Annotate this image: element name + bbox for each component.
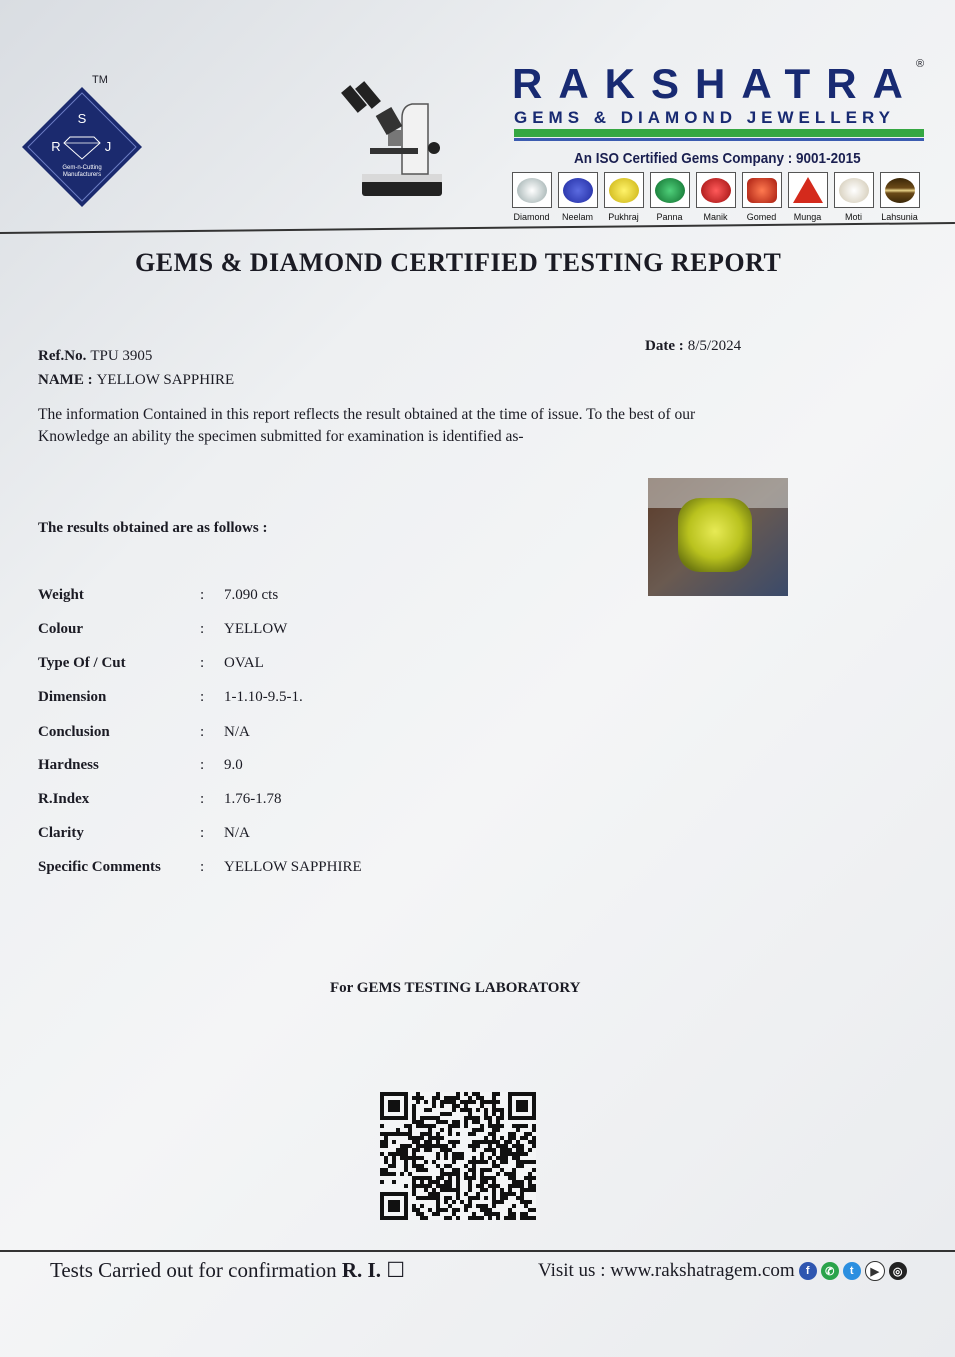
qr-code[interactable] bbox=[380, 1092, 536, 1220]
gem-moti bbox=[833, 172, 874, 222]
intro-paragraph bbox=[38, 404, 838, 448]
field-value: 1-1.10-9.5-1. bbox=[224, 689, 303, 705]
twitter-icon[interactable]: t bbox=[843, 1262, 861, 1280]
field-label: Dimension bbox=[38, 689, 107, 705]
munga-icon bbox=[793, 177, 823, 203]
field-value: 1.76-1.78 bbox=[224, 791, 282, 807]
srj-logo bbox=[20, 85, 145, 210]
ref-label: Ref.No. bbox=[38, 348, 87, 364]
gem-gomed bbox=[741, 172, 782, 222]
pukhraj-icon bbox=[609, 178, 639, 203]
field-colon: : bbox=[200, 825, 205, 841]
field-label: Type Of / Cut bbox=[38, 655, 126, 671]
microscope-icon bbox=[340, 78, 450, 208]
report-title: GEMS & DIAMOND CERTIFIED TESTING REPORT bbox=[135, 248, 782, 277]
gem-munga bbox=[787, 172, 828, 222]
results-heading: The results obtained are as follows : bbox=[38, 520, 268, 536]
field-conclusion bbox=[38, 724, 250, 741]
footer-divider bbox=[0, 1250, 955, 1252]
header-divider bbox=[0, 222, 955, 234]
logo-letter-j: J bbox=[104, 139, 112, 154]
footer-website bbox=[538, 1260, 907, 1282]
field-label: Conclusion bbox=[38, 724, 110, 740]
gem-manik bbox=[695, 172, 736, 222]
field-type-cut bbox=[38, 655, 264, 672]
field-colon: : bbox=[200, 655, 205, 671]
intro-line-1: The information Contained in this report reflects the result obtained at the time of issue. To the best of our bbox=[38, 406, 696, 423]
field-colour bbox=[38, 621, 287, 638]
green-divider bbox=[514, 129, 924, 137]
logo-letter-s: S bbox=[77, 111, 87, 126]
website-text[interactable]: Visit us : www.rakshatragem.com bbox=[538, 1260, 795, 1281]
field-colon: : bbox=[200, 859, 205, 875]
gem-label: Moti bbox=[844, 212, 862, 222]
date-label: Date : bbox=[645, 338, 684, 354]
field-colon: : bbox=[200, 587, 205, 603]
field-colon: : bbox=[200, 621, 205, 637]
field-colon: : bbox=[200, 724, 205, 740]
field-label: Specific Comments bbox=[38, 859, 161, 875]
gem-label: Neelam bbox=[561, 212, 593, 222]
trademark-mark: TM bbox=[92, 74, 108, 86]
field-dimension bbox=[38, 689, 303, 706]
field-label: Clarity bbox=[38, 825, 84, 841]
manik-icon bbox=[701, 178, 731, 203]
confirmation-text: Tests Carried out for confirmation bbox=[50, 1258, 337, 1282]
field-colon: : bbox=[200, 791, 205, 807]
report-date bbox=[645, 337, 741, 355]
logo-caption-2: Manufacturers bbox=[62, 172, 102, 178]
facebook-icon[interactable]: f bbox=[799, 1262, 817, 1280]
field-weight bbox=[38, 587, 278, 604]
gem-label: Lahsunia bbox=[881, 212, 918, 222]
field-value: N/A bbox=[224, 825, 250, 841]
ref-number bbox=[38, 347, 152, 365]
field-value: 7.090 cts bbox=[224, 587, 279, 603]
moti-icon bbox=[839, 178, 869, 203]
field-r-index bbox=[38, 791, 282, 808]
gem-neelam bbox=[557, 172, 598, 222]
field-hardness bbox=[38, 757, 243, 774]
field-label: Weight bbox=[38, 587, 84, 603]
ref-value: TPU 3905 bbox=[90, 348, 153, 364]
gem-lahsunia bbox=[879, 172, 920, 222]
checkbox-icon: ☐ bbox=[386, 1258, 406, 1282]
youtube-icon[interactable]: ▶ bbox=[865, 1261, 885, 1281]
panna-icon bbox=[655, 178, 685, 203]
field-value: 9.0 bbox=[224, 757, 243, 773]
gem-label: Panna bbox=[656, 212, 683, 222]
name-label: NAME : bbox=[38, 372, 93, 388]
footer-confirmation bbox=[50, 1258, 405, 1283]
gem-label: Manik bbox=[703, 212, 728, 222]
ri-label: R. I. bbox=[341, 1258, 381, 1282]
specimen-name bbox=[38, 371, 234, 389]
field-colon: : bbox=[200, 757, 205, 773]
name-value: YELLOW SAPPHIRE bbox=[96, 372, 235, 388]
brand-tagline: GEMS & DIAMOND JEWELLERY bbox=[514, 108, 895, 127]
registered-mark: ® bbox=[916, 58, 925, 70]
gem-panna bbox=[649, 172, 690, 222]
date-value: 8/5/2024 bbox=[687, 338, 742, 354]
gem-label: Munga bbox=[793, 212, 822, 222]
field-value: YELLOW bbox=[224, 621, 288, 637]
intro-line-2: Knowledge an ability the specimen submitted for examination is identified as- bbox=[38, 428, 524, 445]
gem-label: Pukhraj bbox=[608, 212, 639, 222]
instagram-icon[interactable]: ◎ bbox=[889, 1262, 907, 1280]
gemstone-photo bbox=[648, 478, 788, 596]
field-value: YELLOW SAPPHIRE bbox=[224, 859, 362, 875]
logo-caption-1: Gem-n-Cutting bbox=[62, 165, 102, 171]
blue-divider bbox=[514, 138, 924, 141]
gem-icons-row bbox=[511, 172, 920, 222]
field-colon: : bbox=[200, 689, 205, 705]
field-label: Hardness bbox=[38, 757, 99, 773]
field-value: N/A bbox=[224, 724, 250, 740]
gem-diamond bbox=[511, 172, 552, 222]
lab-signature-label: For GEMS TESTING LABORATORY bbox=[330, 980, 581, 996]
brand-name: RAKSHATRA bbox=[512, 60, 919, 107]
gem-label: Diamond bbox=[513, 212, 550, 222]
field-value: OVAL bbox=[224, 655, 264, 671]
field-clarity bbox=[38, 825, 250, 842]
iso-certification: An ISO Certified Gems Company : 9001-2015 bbox=[574, 150, 861, 167]
gomed-icon bbox=[747, 178, 777, 203]
field-label: R.Index bbox=[38, 791, 90, 807]
field-label: Colour bbox=[38, 621, 83, 637]
gem-pukhraj bbox=[603, 172, 644, 222]
neelam-icon bbox=[563, 178, 593, 203]
gem-label: Gomed bbox=[746, 212, 777, 222]
lahsunia-icon bbox=[885, 178, 915, 203]
logo-letter-r: R bbox=[51, 139, 61, 154]
diamond-icon bbox=[517, 178, 547, 203]
whatsapp-icon[interactable]: ✆ bbox=[821, 1262, 839, 1280]
field-specific-comments bbox=[38, 859, 362, 876]
